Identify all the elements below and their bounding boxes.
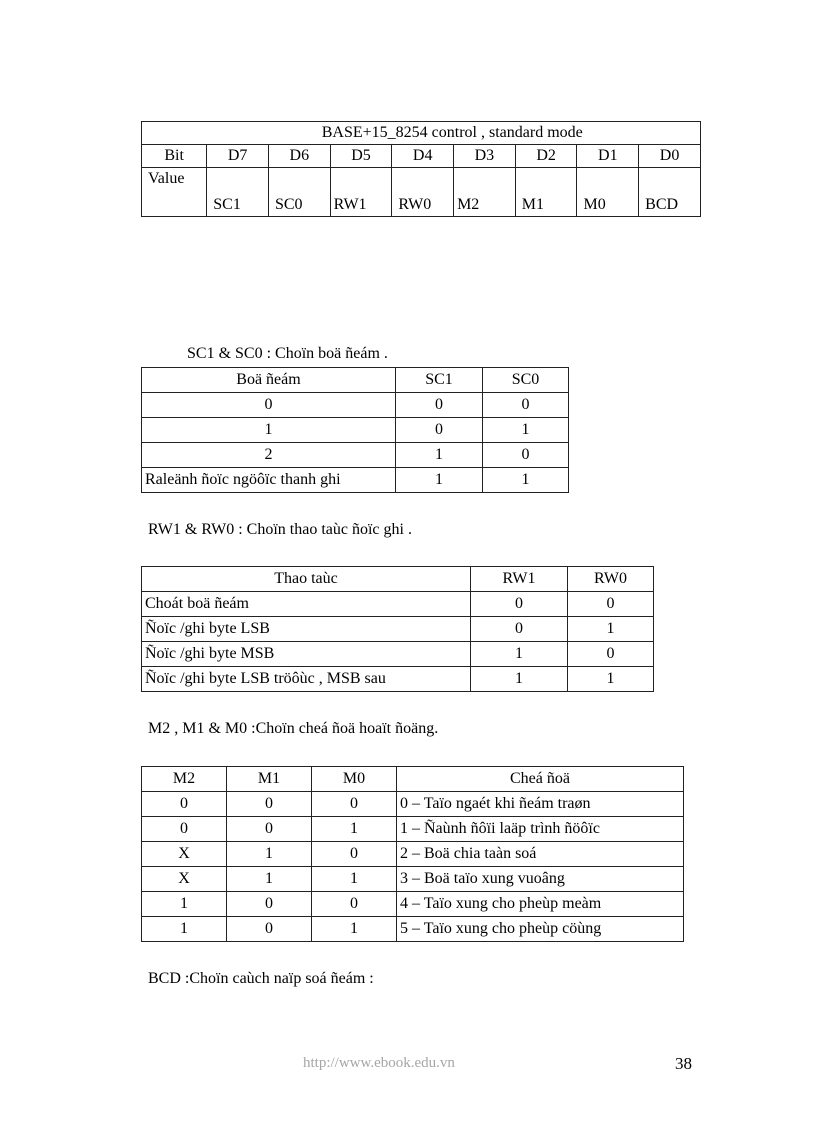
bit-label: Bit: [142, 145, 207, 168]
table-row: [142, 842, 684, 867]
column-header: RW0: [568, 567, 654, 592]
mode-caption: M2 , M1 & M0 :Choïn cheá ñoä hoaït ñoäng.: [148, 720, 439, 737]
table-cell: 0: [568, 592, 654, 617]
table-cell: 1 – Ñaùnh ñôïi laäp trình ñöôïc: [397, 817, 684, 842]
table-cell: 0: [142, 393, 396, 418]
column-header: SC1: [396, 368, 483, 393]
table-cell: 1: [483, 468, 569, 493]
column-header: RW1: [471, 567, 568, 592]
table-row: [142, 917, 684, 942]
value-label: Value: [142, 168, 207, 217]
table-row: [142, 617, 654, 642]
table-cell: 5 – Taïo xung cho pheùp cöùng: [397, 917, 684, 942]
sc-table: [141, 367, 569, 493]
table-cell: Ñoïc /ghi byte MSB: [142, 642, 471, 667]
control-table-title: BASE+15_8254 control , standard mode: [207, 122, 701, 145]
table-cell: 4 – Taïo xung cho pheùp meàm: [397, 892, 684, 917]
table-header-row: [142, 767, 684, 792]
table-row: [142, 592, 654, 617]
column-header: Cheá ñoä: [397, 767, 684, 792]
table-cell: 1: [568, 617, 654, 642]
column-header: Thao taùc: [142, 567, 471, 592]
table-cell: 1: [312, 817, 397, 842]
table-cell: Ñoïc /ghi byte LSB: [142, 617, 471, 642]
table-cell: 1: [471, 642, 568, 667]
table-row: [142, 418, 569, 443]
bit-cell: D1: [577, 145, 639, 168]
table-row: [142, 867, 684, 892]
table-cell: 1: [142, 917, 227, 942]
table-cell: 1: [312, 917, 397, 942]
table-cell: 0: [568, 642, 654, 667]
table-row: [142, 792, 684, 817]
table-cell: 0: [471, 617, 568, 642]
value-cell: M2: [454, 168, 516, 217]
table-cell: 3 – Boä taïo xung vuoâng: [397, 867, 684, 892]
table-cell: 0: [312, 792, 397, 817]
table-cell: 1: [227, 867, 312, 892]
table-cell: 2 – Boä chia taàn soá: [397, 842, 684, 867]
bit-row: [142, 145, 701, 168]
table-cell: 0: [227, 817, 312, 842]
table-cell: 0: [312, 892, 397, 917]
bcd-caption: BCD :Choïn caùch naïp soá ñeám :: [148, 970, 374, 987]
page-number: 38: [675, 1054, 692, 1073]
table-cell: 1: [312, 867, 397, 892]
table-cell: 0: [142, 792, 227, 817]
table-header-row: [142, 567, 654, 592]
rw-table: [141, 566, 654, 692]
value-cell: RW1: [330, 168, 392, 217]
table-cell: Raleänh ñoïc ngöôïc thanh ghi: [142, 468, 396, 493]
column-header: SC0: [483, 368, 569, 393]
footer-url-link[interactable]: http://www.ebook.edu.vn: [303, 1055, 455, 1071]
table-cell: X: [142, 842, 227, 867]
value-cell: SC1: [207, 168, 269, 217]
column-header: M1: [227, 767, 312, 792]
bit-cell: D4: [392, 145, 454, 168]
value-cell: M1: [515, 168, 577, 217]
table-cell: 0: [471, 592, 568, 617]
table-cell: 0: [396, 393, 483, 418]
table-cell: Choát boä ñeám: [142, 592, 471, 617]
sc-caption: SC1 & SC0 : Choïn boä ñeám .: [187, 345, 388, 362]
table-cell: 0: [483, 393, 569, 418]
table-row: [142, 642, 654, 667]
table-cell: Ñoïc /ghi byte LSB tröôùc , MSB sau: [142, 667, 471, 692]
bit-cell: D3: [454, 145, 516, 168]
table-cell: X: [142, 867, 227, 892]
table-cell: 1: [396, 468, 483, 493]
table-row: [142, 667, 654, 692]
value-row: [142, 168, 701, 217]
table-header-row: [142, 368, 569, 393]
table-cell: 1: [142, 892, 227, 917]
bit-cell: D0: [639, 145, 701, 168]
table-row: [142, 468, 569, 493]
table-cell: 0 – Taïo ngaét khi ñeám traøn: [397, 792, 684, 817]
column-header: Boä ñeám: [142, 368, 396, 393]
table-cell: 1: [568, 667, 654, 692]
table-cell: 1: [396, 443, 483, 468]
table-cell: 1: [483, 418, 569, 443]
value-cell: M0: [577, 168, 639, 217]
bit-cell: D6: [268, 145, 330, 168]
value-cell: RW0: [392, 168, 454, 217]
table-row: [142, 393, 569, 418]
table-cell: 1: [471, 667, 568, 692]
table-cell: 1: [142, 418, 396, 443]
value-cell: BCD: [639, 168, 701, 217]
table-cell: 0: [227, 792, 312, 817]
table-row: [142, 892, 684, 917]
table-cell: 0: [227, 892, 312, 917]
rw-caption: RW1 & RW0 : Choïn thao taùc ñoïc ghi .: [148, 521, 412, 538]
control-register-table: [141, 121, 701, 217]
bit-cell: D7: [207, 145, 269, 168]
table-cell: 0: [227, 917, 312, 942]
table-cell: 0: [312, 842, 397, 867]
table-cell: 0: [142, 817, 227, 842]
table-cell: 0: [483, 443, 569, 468]
table-cell: 2: [142, 443, 396, 468]
value-cell: SC0: [268, 168, 330, 217]
table-cell: 1: [227, 842, 312, 867]
column-header: M2: [142, 767, 227, 792]
column-header: M0: [312, 767, 397, 792]
bit-cell: D2: [515, 145, 577, 168]
table-row: [142, 443, 569, 468]
table-row: [142, 817, 684, 842]
bit-cell: D5: [330, 145, 392, 168]
table-cell: 0: [396, 418, 483, 443]
mode-table: [141, 766, 684, 942]
